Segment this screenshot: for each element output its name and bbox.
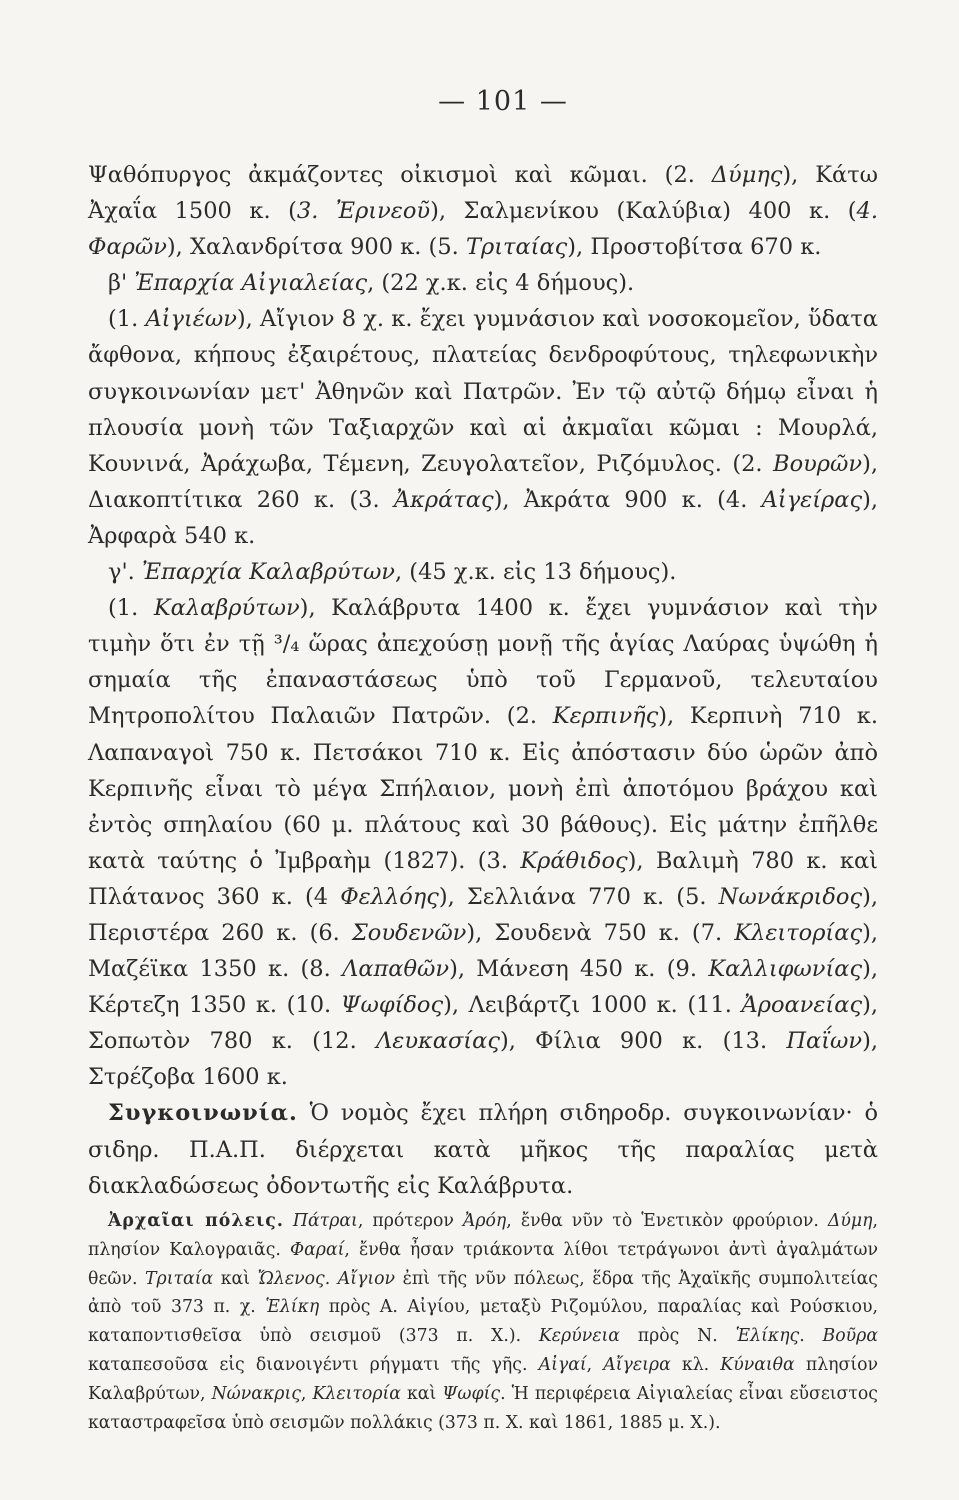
- italic-name: Ψωφίδος: [340, 992, 444, 1019]
- italic-name: Αἴγειρα: [603, 1355, 671, 1376]
- italic-name: Δύμης: [711, 162, 783, 188]
- text-run: ), Ἀκράτα 900 κ. (4.: [493, 486, 762, 513]
- italic-name: 4. Φαρῶν: [88, 198, 878, 261]
- paragraph-prefecture-achaea-cont: [88, 157, 878, 265]
- paragraph-kalavryta-municipalities: [88, 590, 878, 1095]
- italic-name: Αἰγιέων: [145, 306, 237, 333]
- italic-name: Κλειτορία: [312, 1384, 401, 1405]
- text-run: ), Αἴγιον 8 χ. κ. ἔχει γυμνάσιον καὶ νοσοκομεῖον, ὕδατα ἄφθονα, κήπους ἐξαιρέτους, πλατείας δενδροφύτους, τηλεφωνικὴν συγκοινωνίαν μετ' Ἀθηνῶν καὶ Πατρῶν. Ἐν τῷ αὐτῷ δήμῳ εἶναι ἡ πλουσία μονὴ τῶν Ταξιαρχῶν καὶ αἱ ἀκμαῖαι κῶμαι : Μουρλά, Κουνινά, Ἀράχωβα, Τέμενη, Ζευγολατεῖον, Ριζόμυλος. (2.: [88, 306, 878, 477]
- italic-name: Κερύνεια: [538, 1326, 620, 1347]
- page-number: — 101 —: [438, 86, 568, 117]
- text-run: ), Βαλιμὴ 780 κ. καὶ Πλάτανος 360 κ. (4: [88, 847, 878, 910]
- text-run: ἐπὶ τῆς νῦν πόλεως, ἕδρα τῆς Ἀχαϊκῆς συμπολιτείας ἀπὸ τοῦ 373 π. χ.: [88, 1268, 878, 1318]
- italic-name: Καλλιφωνίας: [708, 956, 863, 983]
- text-run: κλ.: [670, 1355, 721, 1376]
- book-page: [88, 86, 878, 1438]
- italic-name: Ψωφίς: [442, 1384, 501, 1405]
- main-text: [88, 157, 878, 1204]
- text-run: ), Μάνεση 450 κ. (9.: [449, 956, 709, 983]
- text-run: Ψαθόπυργος ἀκμάζοντες οἰκισμοὶ καὶ κῶμαι. (2.: [88, 162, 712, 188]
- text-run: πλησίον Καλαβρύτων,: [88, 1355, 879, 1405]
- text-run: ,: [300, 1384, 313, 1405]
- text-run: , ἔνθα ἦσαν τριάκοντα λίθοι τετράγωνοι ἀντὶ ἀγαλμάτων θεῶν.: [88, 1239, 878, 1289]
- italic-name: Ἐπαρχία Αἰγιαλείας: [134, 270, 368, 297]
- text-run: πρὸς Α. Αἰγίου, μεταξὺ Ριζομύλου, παραλίας καὶ Ρούσκιου, καταποντισθεῖσα ὑπὸ σεισμοῦ (373 π. Χ.).: [88, 1297, 878, 1347]
- text-run: ), Κερπινὴ 710 κ. Λαπαναγοὶ 750 κ. Πετσάκοι 710 κ. Εἰς ἀπόστασιν δύο ὡρῶν ἀπὸ Κερπινῆς εἶναι τὸ μέγα Σπήλαιον, μονὴ ἐπὶ ἀποτόμου βράχου καὶ ἐντὸς σπηλαίου (60 μ. πλάτους καὶ 30 βάθους). Εἰς μάτην ἐπῆλθε κατὰ ταύτης ὁ Ἰμβραὴμ (1827). (3.: [88, 703, 879, 874]
- italic-name: Ἑλίκης: [735, 1326, 800, 1347]
- italic-name: Λευκασίας: [376, 1028, 500, 1055]
- italic-name: Αἰγείρας: [761, 486, 863, 513]
- paragraph-aigialeia-municipalities: [88, 301, 878, 554]
- section-heading: Ἀρχαῖαι πόλεις.: [108, 1210, 284, 1231]
- italic-name: Δύμη: [827, 1210, 873, 1231]
- text-run: πρὸς Ν.: [619, 1326, 736, 1347]
- text-run: ), Λειβάρτζι 1000 κ. (11.: [443, 992, 742, 1019]
- italic-name: Ὤλενος: [257, 1268, 325, 1289]
- italic-name: Καλαβρύτων: [153, 595, 300, 622]
- text-run: Ὁ νομὸς ἔχει πλήρη σιδηροδρ. συγκοινωνίαν· ὁ σιδηρ. Π.Α.Π. διέρχεται κατὰ μῆκος τῆς παραλίας μετὰ διακλαδώσεως ὀδοντωτῆς εἰς Καλάβρυτα.: [88, 1100, 878, 1199]
- text-run: , πρότερον: [357, 1210, 463, 1231]
- ancient-cities-paragraph: [88, 1207, 878, 1438]
- text-run: ,: [586, 1355, 604, 1376]
- italic-name: Φαραί: [289, 1239, 345, 1260]
- italic-name: Ἐπαρχία Καλαβρύτων: [141, 559, 395, 586]
- text-run: ), Ἀρφαρὰ 540 κ.: [88, 486, 878, 549]
- italic-name: Τριταίας: [465, 234, 568, 261]
- text-run: ), Καλάβρυτα 1400 κ. ἔχει γυμνάσιον καὶ τὴν τιμὴν ὅτι ἐν τῇ ³/₄ ὥρας ἀπεχούσῃ μονῇ τῆς ἁγίας Λαύρας ὑψώθη ἡ σημαία τῆς ἐπαναστάσεως ὑπὸ τοῦ Γερμανοῦ, τελευταίου Μητροπολίτου Παλαιῶν Πατρῶν. (2.: [88, 595, 878, 730]
- italic-name: Ἀρόη: [462, 1210, 507, 1231]
- italic-name: Σουδενῶν: [351, 919, 467, 946]
- italic-name: Πάτραι: [292, 1210, 358, 1231]
- italic-name: Παΐων: [786, 1028, 863, 1055]
- text-run: γ'.: [108, 559, 142, 586]
- italic-name: Ἀκράτας: [393, 486, 494, 513]
- text-run: καὶ: [213, 1268, 258, 1289]
- ancient-cities-note: [88, 1207, 878, 1438]
- italic-name: Βουρῶν: [773, 450, 863, 477]
- text-run: β': [108, 270, 135, 297]
- text-run: ), Χαλανδρίτσα 900 κ. (5.: [166, 234, 466, 261]
- italic-name: Λαπαθῶν: [342, 956, 450, 983]
- italic-name: 3. Ἐρινεοῦ: [296, 198, 431, 225]
- text-run: ), Σαλμενίκου (Καλύβια) 400 κ. (: [430, 198, 857, 225]
- italic-name: Τριταία: [145, 1268, 214, 1289]
- italic-name: Κερπινῆς: [552, 703, 659, 730]
- paragraph-aigialeia-heading: [88, 265, 878, 301]
- text-run: ), Κάτω Ἀχαΐα 1500 κ. (: [88, 162, 878, 225]
- text-run: . Ἡ περιφέρεια Αἰγιαλείας εἶναι εὔσειστος καταστραφεῖσα ὑπὸ σεισμῶν πολλάκις (373 π. Χ. καὶ 1861, 1885 μ. Χ.).: [88, 1384, 878, 1434]
- text-run: ), Σοπωτὸν 780 κ. (12.: [88, 992, 878, 1055]
- text-run: ), Σουδενὰ 750 κ. (7.: [466, 919, 735, 946]
- text-run: [284, 1211, 293, 1231]
- italic-name: Κράθιδος: [520, 847, 628, 874]
- text-run: καὶ: [400, 1384, 443, 1405]
- text-run: ), Μαζέϊκα 1350 κ. (8.: [88, 919, 878, 983]
- text-run: (1.: [108, 595, 154, 622]
- italic-name: Κλειτορίας: [734, 919, 863, 946]
- italic-name: Νωνάκριδος: [718, 883, 863, 910]
- text-run: (1.: [108, 306, 146, 333]
- text-run: ), Κέρτεζη 1350 κ. (10.: [88, 956, 878, 1019]
- text-run: ), Διακοπτίτικα 260 κ. (3.: [88, 450, 878, 513]
- text-run: ), Στρέζοβα 1600 κ.: [88, 1028, 878, 1091]
- text-run: ), Φίλια 900 κ. (13.: [499, 1028, 787, 1055]
- text-run: ), Περιστέρα 260 κ. (6.: [88, 883, 878, 946]
- italic-name: Αἰγαί: [538, 1355, 587, 1376]
- text-run: , ἔνθα νῦν τὸ Ἑνετικὸν φρούριον.: [506, 1210, 828, 1231]
- section-heading: Συγκοινωνία.: [108, 1100, 298, 1127]
- text-run: .: [324, 1268, 338, 1289]
- text-run: , (22 χ.κ. εἰς 4 δήμους).: [367, 270, 635, 297]
- italic-name: Κύναιθα: [720, 1355, 795, 1376]
- italic-name: Νώνακρις: [211, 1384, 301, 1405]
- text-run: ), Σελλιάνα 770 κ. (5.: [438, 883, 719, 910]
- text-run: καταπεσοῦσα εἰς διανοιγέντι ρήγματι τῆς γῆς.: [88, 1355, 539, 1376]
- paragraph-kalavryta-heading: [88, 554, 878, 590]
- italic-name: Αἴγιον: [337, 1268, 396, 1289]
- text-run: , πλησίον Καλογραιᾶς.: [88, 1210, 878, 1260]
- italic-name: Ἑλίκη: [265, 1297, 320, 1318]
- italic-name: Φελλόης: [340, 883, 439, 910]
- text-run: .: [799, 1326, 823, 1347]
- italic-name: Βοῦρα: [822, 1326, 878, 1347]
- text-run: ), Προστοβίτσα 670 κ.: [567, 234, 822, 261]
- text-run: , (45 χ.κ. εἰς 13 δήμους).: [395, 559, 677, 586]
- paragraph-communication: [88, 1095, 878, 1203]
- italic-name: Ἀροανείας: [741, 992, 863, 1019]
